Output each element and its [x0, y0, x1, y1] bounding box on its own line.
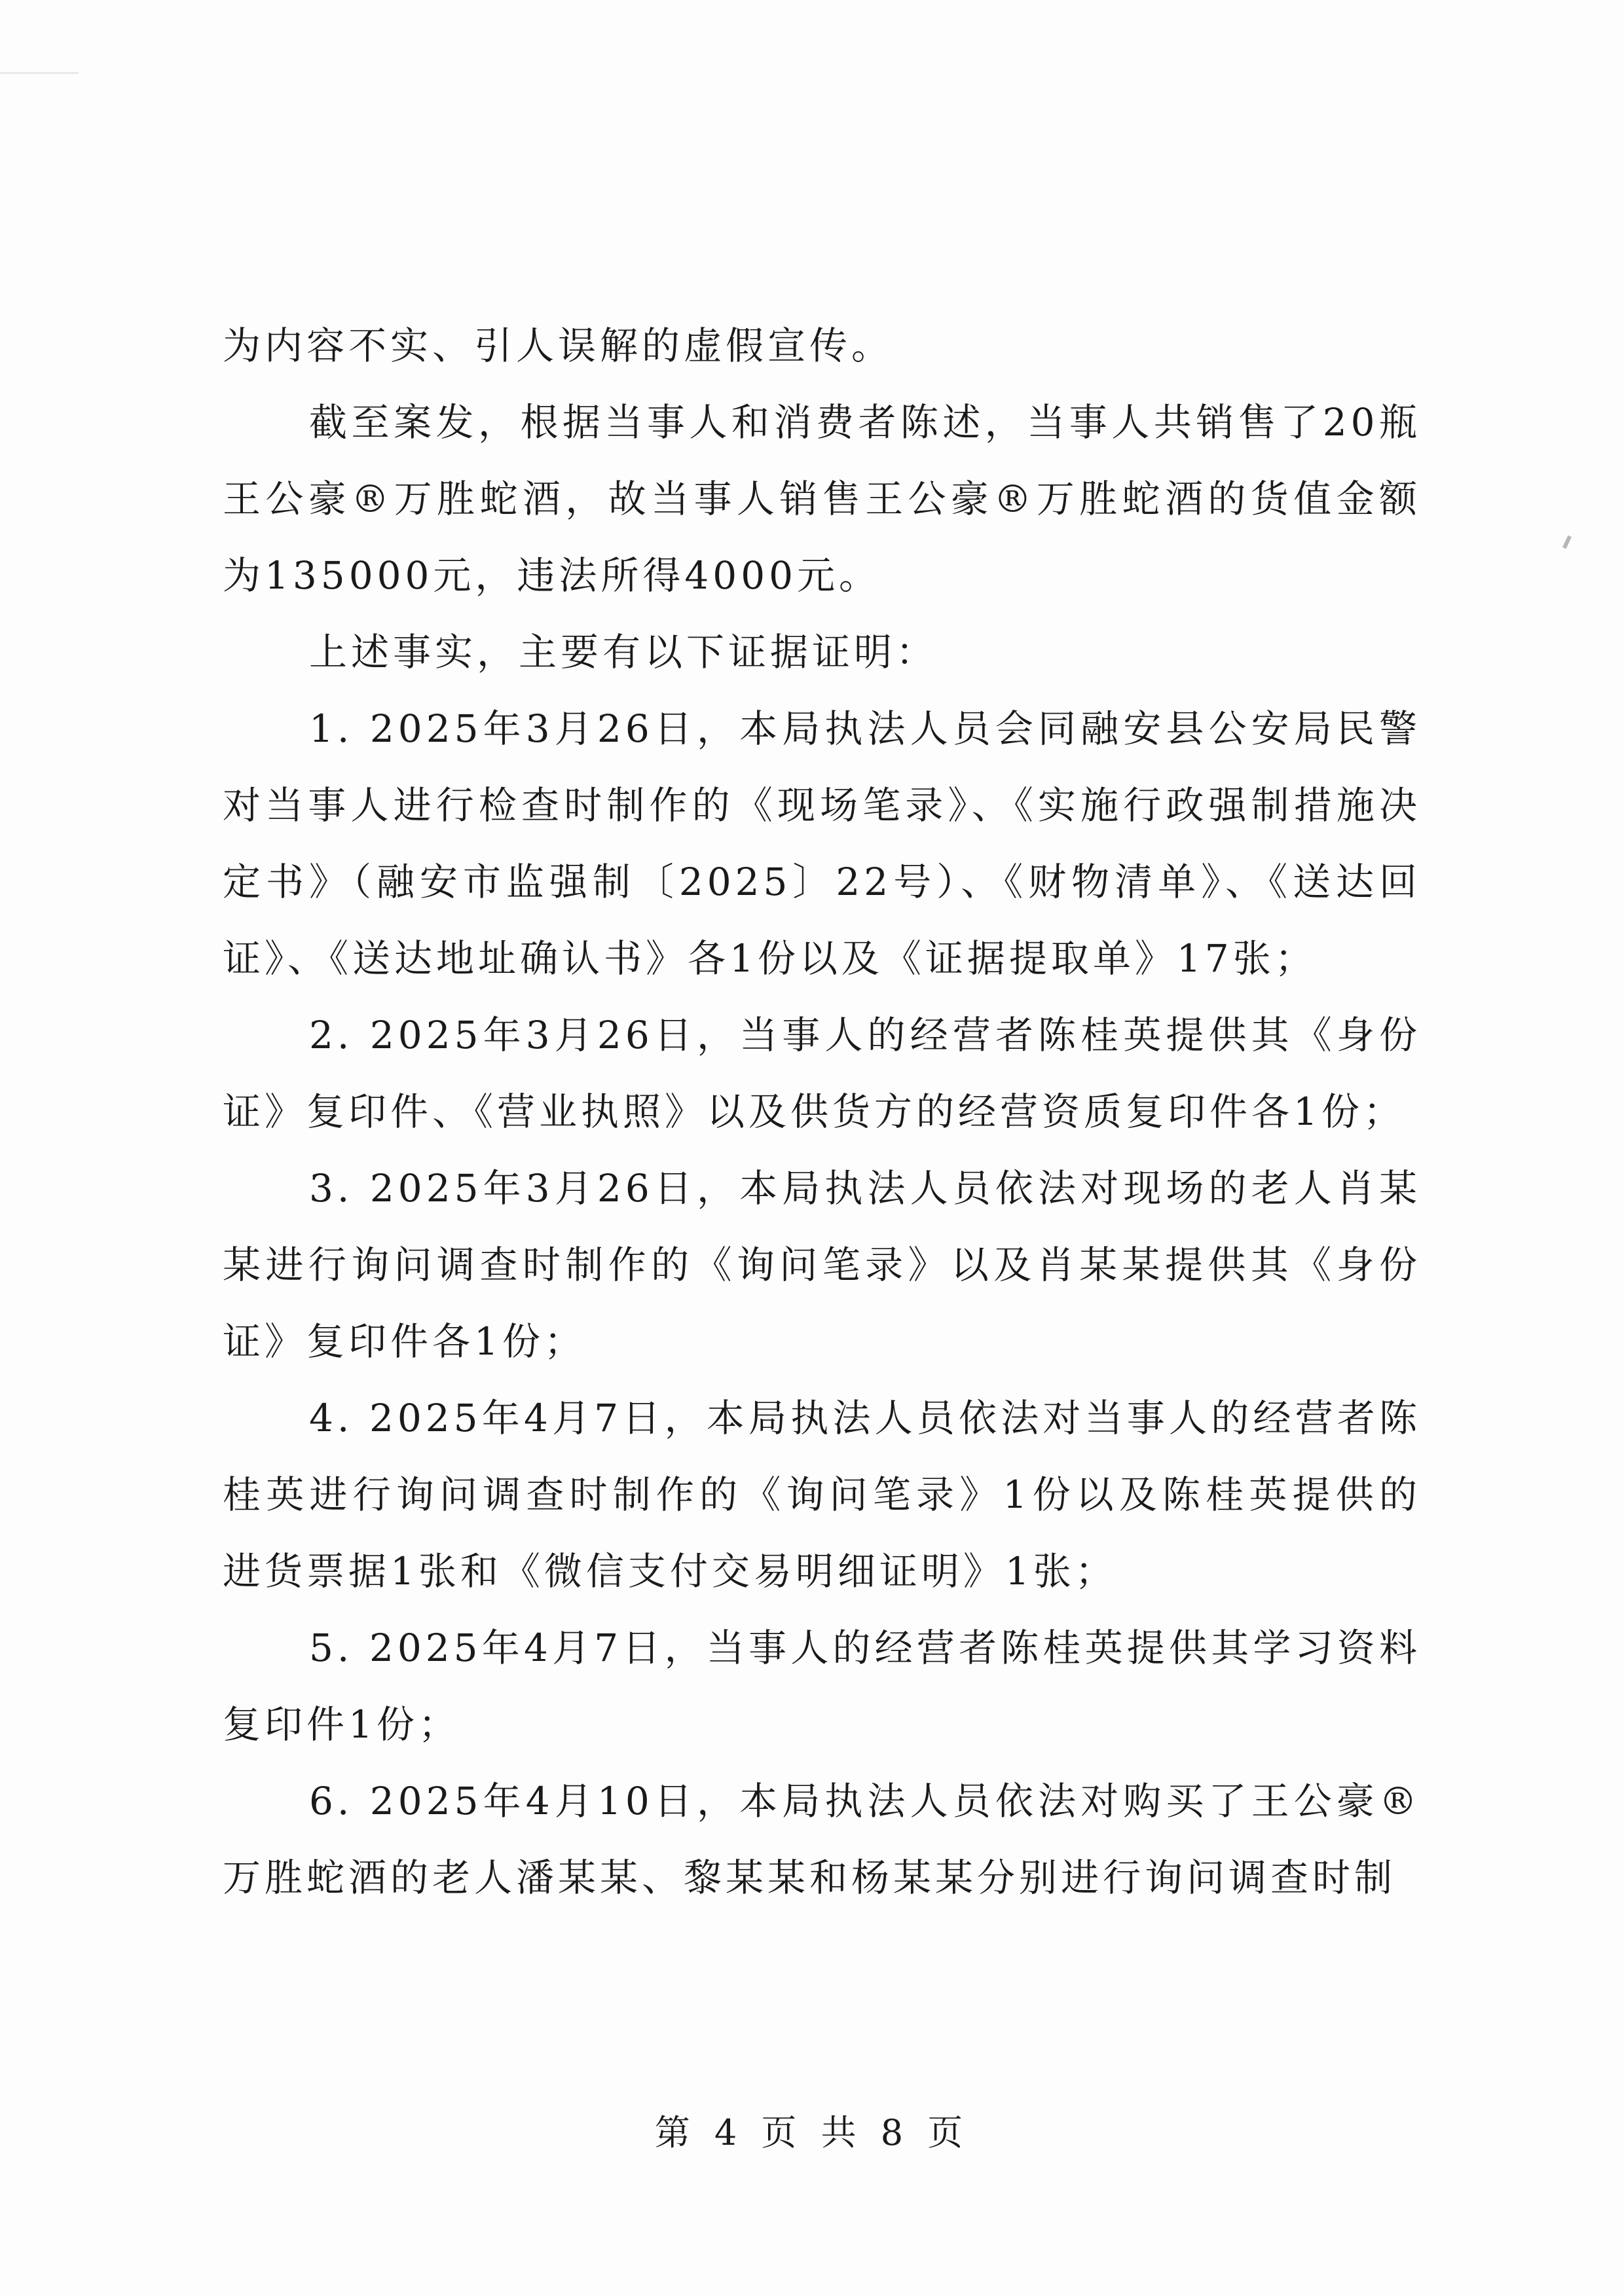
evidence-item-2: 2. 2025年3月26日，当事人的经营者陈桂英提供其《身份证》复印件、《营业执照》以及供货方的经营资质复印件各1份； — [223, 1013, 1421, 1134]
evidence-item-1: 1. 2025年3月26日，本局执法人员会同融安县公安局民警对当事人进行检查时制作的《现场笔录》、《实施行政强制措施决定书》（融安市监强制〔2025〕22号）、《财物清单》、《送达回证》、《送达地址确认书》各1份以及《证据提取单》17张； — [223, 706, 1421, 981]
scan-artifact — [0, 72, 79, 74]
evidence-item-6: 6. 2025年4月10日，本局执法人员依法对购买了王公豪®万胜蛇酒的老人潘某某、黎某某和杨某某分别进行询问调查时制 — [223, 1779, 1421, 1900]
paragraph-continuation: 为内容不实、引人误解的虚假宣传。 — [223, 323, 894, 368]
page-number-footer: 第 4 页 共 8 页 — [654, 2112, 970, 2153]
paragraph-evidence-intro: 上述事实，主要有以下证据证明： — [309, 630, 938, 674]
evidence-item-3: 3. 2025年3月26日，本局执法人员依法对现场的老人肖某某进行询问调查时制作的《询问笔录》以及肖某某提供其《身份证》复印件各1份； — [223, 1166, 1421, 1364]
paragraph-sales-summary: 截至案发，根据当事人和消费者陈述，当事人共销售了20瓶王公豪®万胜蛇酒，故当事人销售王公豪®万胜蛇酒的货值金额为135000元，违法所得4000元。 — [223, 400, 1421, 598]
evidence-item-4: 4. 2025年4月7日，本局执法人员依法对当事人的经营者陈桂英进行询问调查时制作的《询问笔录》1份以及陈桂英提供的进货票据1张和《微信支付交易明细证明》1张； — [223, 1396, 1421, 1594]
scan-artifact — [1562, 536, 1572, 549]
document-body — [223, 308, 1421, 1916]
evidence-item-5: 5. 2025年4月7日，当事人的经营者陈桂英提供其学习资料复印件1份； — [223, 1626, 1421, 1747]
